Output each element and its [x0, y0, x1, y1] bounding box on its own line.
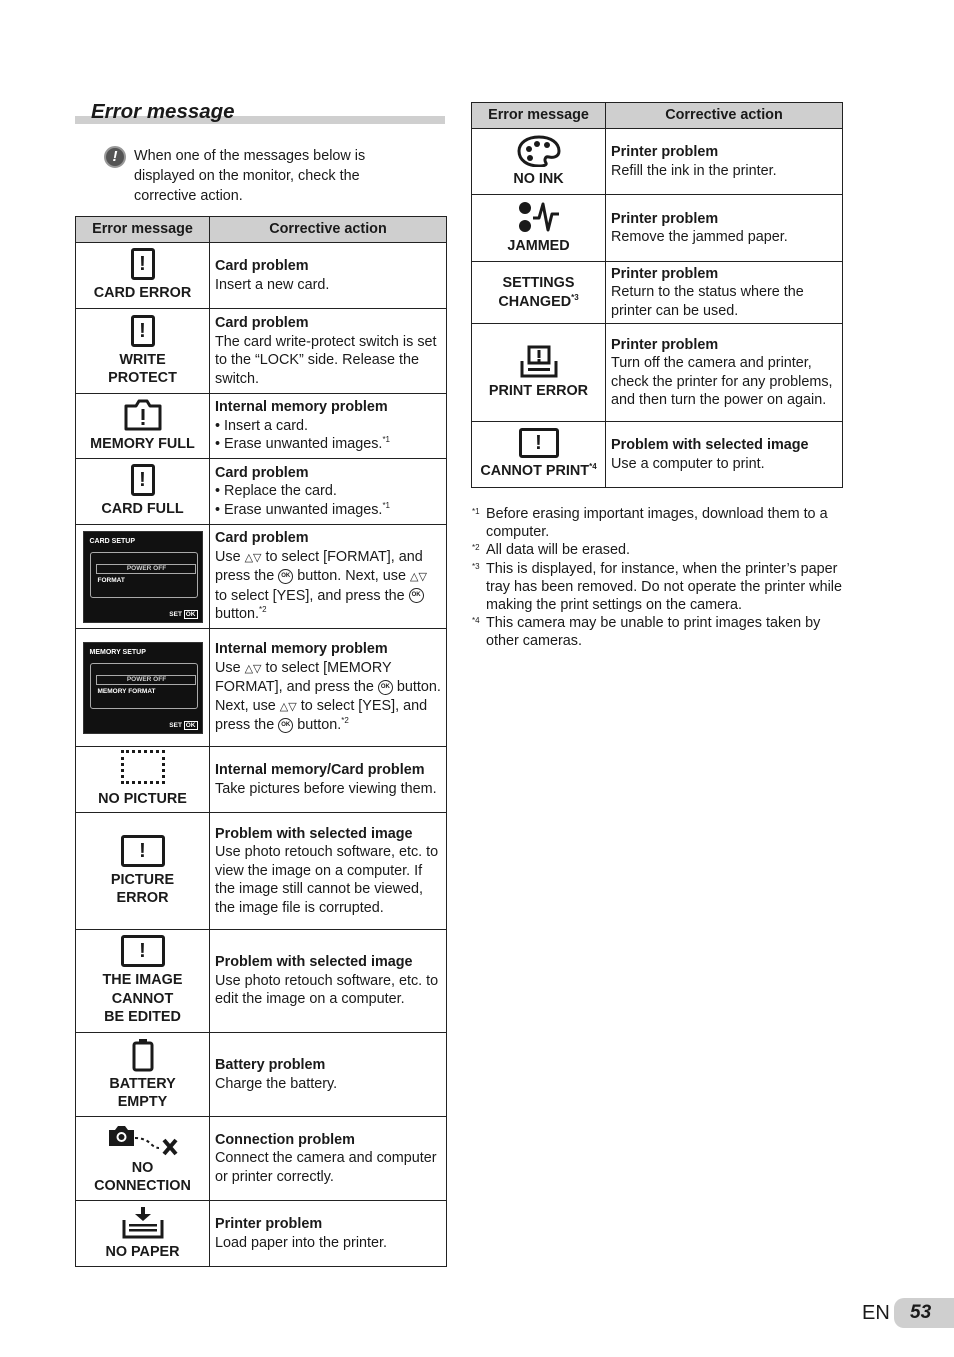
card-full-icon: !: [131, 464, 155, 496]
ok-button-icon: OK: [278, 718, 293, 733]
error-label: CANNOT: [111, 990, 174, 1007]
footnotes: [472, 505, 842, 651]
bullet-item: • Replace the card.: [215, 483, 337, 500]
action-text: to select [FORMAT], and press the: [215, 548, 423, 585]
memory-setup-screen: [83, 642, 203, 734]
table-row: [76, 309, 447, 394]
bullet-text: Erase unwanted images.: [224, 501, 383, 518]
screen-set-label: [169, 611, 197, 619]
problem-title: Connection problem: [215, 1131, 355, 1148]
up-down-arrows-icon: △▽: [279, 700, 297, 713]
header-error-message: Error message: [472, 103, 606, 129]
footnote: *3 This is displayed, for instance, when the printer’s paper tray has been removed. Do not operate the printer while making the print settings on the camera.: [472, 560, 842, 614]
action-text: Return to the status where the printer can be used.: [611, 284, 804, 319]
action-text: Use a computer to print.: [611, 455, 765, 472]
footnote-text: This is displayed, for instance, when the printer’s paper tray has been removed. Do not operate the printer while making the print settings on the camera.: [486, 560, 842, 614]
footnote-ref: *1: [382, 435, 390, 445]
table-row: [76, 1033, 447, 1117]
footnote-text: This camera may be unable to print images taken by other cameras.: [486, 615, 821, 650]
table-row: [76, 930, 447, 1033]
right-error-table: [471, 102, 843, 488]
table-row: [76, 747, 447, 813]
error-label: PICTURE: [110, 871, 175, 888]
picture-error-icon: !: [121, 835, 165, 867]
table-row: [76, 1117, 447, 1201]
problem-title: Internal memory problem: [215, 399, 388, 416]
error-label: CONNECTION: [94, 1178, 191, 1194]
up-down-arrows-icon: △▽: [244, 662, 262, 675]
problem-title: Internal memory problem: [215, 641, 388, 658]
table-row: [472, 262, 843, 324]
write-protect-icon: !: [131, 315, 155, 347]
action-text: Load paper into the printer.: [215, 1234, 388, 1251]
heading-text: Error message: [91, 100, 235, 123]
table-row: [472, 195, 843, 262]
action-text: button.: [215, 606, 260, 623]
header-corrective-action: Corrective action: [210, 217, 447, 243]
problem-title: Card problem: [215, 530, 309, 547]
footnote-ref: *1: [382, 500, 390, 510]
action-text: to select [YES], and press the: [215, 697, 428, 734]
section-heading: [75, 100, 445, 124]
ok-box: OK: [185, 610, 196, 618]
error-label: CHANGED: [498, 293, 572, 310]
problem-title: Problem with selected image: [611, 437, 809, 453]
screen-title: CARD SETUP: [89, 537, 136, 545]
up-down-arrows-icon: △▽: [244, 551, 262, 564]
no-picture-icon: [121, 750, 165, 784]
action-text: Refill the ink in the printer.: [611, 162, 777, 179]
caution-icon: !: [104, 146, 126, 168]
language-label: EN: [862, 1302, 890, 1324]
action-text: Insert a new card.: [215, 276, 330, 293]
error-label: NO PAPER: [105, 1243, 180, 1260]
bullet-item: • Erase unwanted images.$^{*1}$: [215, 500, 390, 518]
table-row: [76, 1201, 447, 1267]
header-error-message: Error message: [76, 217, 210, 243]
error-label: CARD ERROR: [93, 285, 192, 302]
action-text: Remove the jammed paper.: [611, 229, 788, 245]
error-label: EMPTY: [117, 1094, 168, 1110]
error-label: CANNOT PRINT: [480, 463, 590, 480]
problem-title: Printer problem: [611, 144, 719, 160]
bullet-item: • Erase unwanted images.$^{*1}$: [215, 435, 390, 453]
problem-title: Printer problem: [215, 1216, 323, 1232]
action-text: Take pictures before viewing them.: [215, 780, 437, 797]
screen-option-selected: MEMORY FORMAT: [97, 687, 156, 695]
error-label: PRINT ERROR: [488, 382, 589, 399]
error-label: BATTERY: [109, 1075, 176, 1092]
ok-box: OK: [185, 721, 196, 729]
problem-title: Card problem: [215, 258, 309, 274]
problem-title: Printer problem: [611, 336, 719, 353]
problem-title: Battery problem: [215, 1057, 326, 1073]
ok-button-icon: OK: [409, 588, 424, 603]
error-label: BE EDITED: [104, 1009, 181, 1026]
table-row: [472, 422, 843, 488]
note-text: When one of the messages below is displayed on the monitor, check the corrective action.: [134, 148, 366, 204]
error-label: SETTINGS: [502, 275, 575, 291]
problem-title: Problem with selected image: [215, 825, 413, 842]
problem-title: Problem with selected image: [215, 954, 413, 971]
problem-title: Printer problem: [611, 265, 719, 282]
footnote-ref: *2: [259, 605, 267, 615]
set-text: SET: [169, 610, 182, 618]
screen-menu-box: [90, 663, 198, 709]
footnote-text: Before erasing important images, download them to a computer.: [486, 506, 828, 541]
ok-button-icon: OK: [278, 569, 293, 584]
error-label: CARD FULL: [101, 501, 184, 518]
action-text: The card write-protect switch is set to the “LOCK” side. Release the switch.: [215, 333, 437, 387]
left-error-table: [75, 216, 447, 1267]
action-text: to select [YES], and press the: [215, 587, 405, 604]
jammed-icon: [517, 200, 561, 234]
action-text: button. Next, use: [215, 679, 441, 714]
up-down-arrows-icon: △▽: [410, 571, 427, 584]
problem-title: Card problem: [215, 464, 309, 481]
no-ink-icon: [517, 135, 561, 167]
action-text: Turn off the camera and printer, check the printer for any problems, and then turn the power on again.: [611, 355, 833, 408]
footnote-text: All data will be erased.: [486, 542, 630, 559]
action-text: Use: [215, 659, 241, 676]
table-row: [76, 525, 447, 629]
error-label: NO PICTURE: [98, 791, 187, 808]
bullet-item: • Insert a card.: [215, 417, 309, 434]
problem-title: Internal memory/Card problem: [215, 762, 425, 778]
action-text: Use photo retouch software, etc. to edit the image on a computer.: [215, 972, 439, 1008]
screen-set-label: [169, 722, 197, 730]
problem-title: Printer problem: [611, 210, 719, 227]
action-text: Charge the battery.: [215, 1075, 338, 1092]
action-text: button.: [297, 717, 342, 734]
footnote-ref: *3: [571, 292, 579, 302]
table-row: [76, 243, 447, 309]
error-label: ERROR: [116, 890, 169, 906]
no-paper-icon: [121, 1206, 165, 1240]
page-number-box: 53: [894, 1298, 954, 1328]
print-error-icon: [519, 345, 559, 379]
table-row: [76, 459, 447, 525]
table-row: [76, 629, 447, 747]
screen-menu-box: [90, 552, 198, 598]
screen-option: POWER OFF: [96, 564, 196, 574]
footnote-ref: *4: [589, 462, 597, 472]
bullet-text: Erase unwanted images.: [224, 436, 383, 453]
battery-empty-icon: [131, 1038, 155, 1072]
header-corrective-action: Corrective action: [606, 103, 843, 129]
footnote: *2 All data will be erased.: [472, 542, 630, 559]
error-label: NO: [131, 1159, 154, 1176]
error-label: THE IMAGE: [102, 972, 183, 989]
screen-option: POWER OFF: [96, 675, 196, 685]
screen-option-selected: FORMAT: [97, 576, 125, 584]
bullet-text: Insert a card.: [224, 417, 309, 434]
ok-button-icon: OK: [378, 680, 393, 695]
cannot-print-icon: !: [519, 428, 559, 458]
action-text: to select [MEMORY FORMAT], and press the: [215, 659, 392, 696]
bullet-text: Replace the card.: [224, 483, 337, 500]
error-label: PROTECT: [108, 370, 177, 386]
footnote-ref: *2: [341, 716, 349, 726]
footnote: *1 Before erasing important images, download them to a computer.: [472, 506, 828, 541]
table-row: [472, 324, 843, 422]
card-setup-screen: [83, 531, 203, 623]
action-text: Connect the camera and computer or printer correctly.: [215, 1150, 437, 1185]
footnote: *4 This camera may be unable to print images taken by other cameras.: [472, 615, 821, 650]
action-text: button. Next, use: [297, 568, 406, 585]
error-label: NO INK: [513, 170, 564, 187]
image-cannot-be-edited-icon: !: [121, 935, 165, 967]
problem-title: Card problem: [215, 315, 309, 331]
table-row: [76, 394, 447, 459]
action-text: Use photo retouch software, etc. to view the image on a computer. If the image still cannot be viewed, the image file is corrupted.: [215, 844, 439, 916]
memory-full-icon: [123, 398, 163, 432]
error-label: MEMORY FULL: [90, 436, 195, 453]
error-label: JAMMED: [507, 238, 570, 255]
card-error-icon: !: [131, 248, 155, 280]
action-text: Use: [215, 548, 241, 565]
no-connection-icon: [107, 1122, 179, 1156]
table-row: [76, 813, 447, 930]
screen-title: MEMORY SETUP: [89, 648, 146, 656]
table-row: [472, 129, 843, 195]
set-text: SET: [169, 721, 182, 729]
error-label: WRITE: [119, 351, 166, 368]
